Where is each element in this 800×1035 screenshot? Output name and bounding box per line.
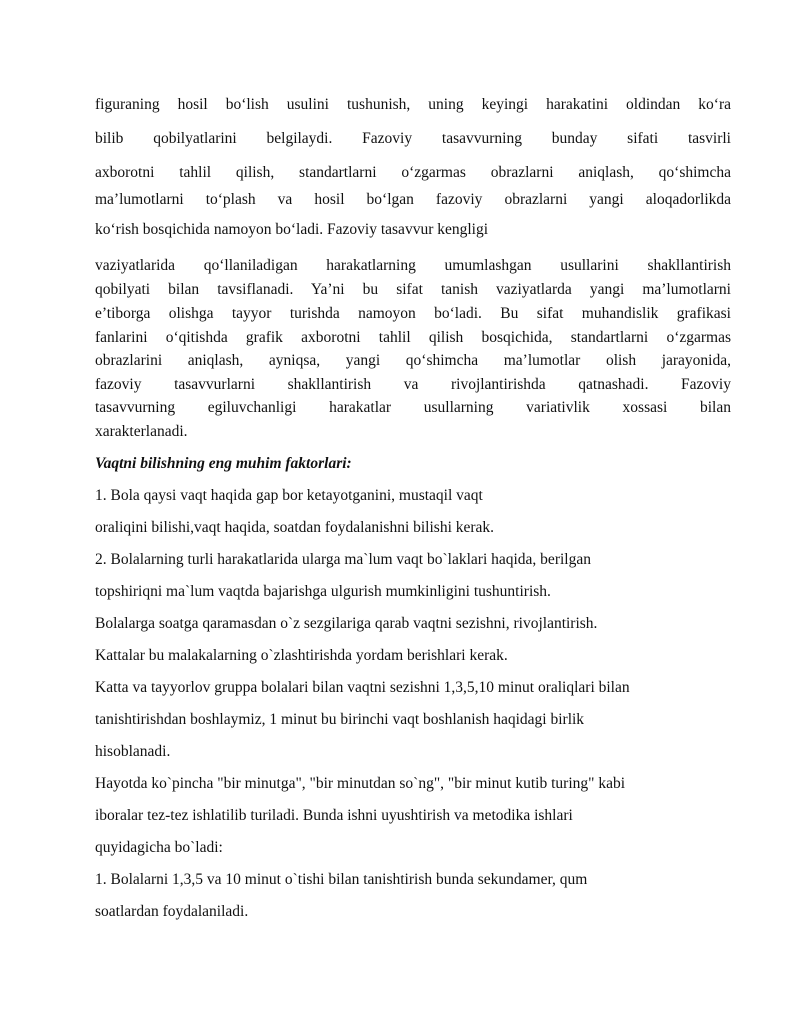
text-line: axborotni tahlil qilish, standartlarni o‘zgarmas obrazlarni aniqlash, qo‘shimcha [95, 164, 731, 181]
text-line: obrazlarini aniqlash, ayniqsa, yangi qo‘shimcha ma’lumotlar olish jarayonida, [95, 352, 731, 369]
text-line: iboralar tez-tez ishlatilib turiladi. Bunda ishni uyushtirish va metodika ishlari [95, 807, 573, 824]
text-line: e’tiborga olishga tayyor turishda namoyon bo‘ladi. Bu sifat muhandislik grafikasi [95, 305, 731, 322]
text-line: xarakterlanadi. [95, 423, 188, 440]
text-line: 1. Bola qaysi vaqt haqida gap bor ketayotganini, mustaqil vaqt [95, 487, 483, 504]
text-line: Katta va tayyorlov gruppa bolalari bilan vaqtni sezishni 1,3,5,10 minut oraliqlari bilan [95, 679, 630, 696]
text-line: 2. Bolalarning turli harakatlarida ularga ma`lum vaqt bo`laklari haqida, berilgan [95, 551, 591, 568]
text-line: bilib qobilyatlarini belgilaydi. Fazoviy tasavvurning bunday sifati tasvirli [95, 130, 731, 147]
text-line: oraliqini bilishi,vaqt haqida, soatdan foydalanishni bilishi kerak. [95, 519, 495, 536]
text-line: topshiriqni ma`lum vaqtda bajarishga ulgurish mumkinligini tushuntirish. [95, 583, 551, 600]
text-line: tasavvurning egiluvchanligi harakatlar usullarning variativlik xossasi bilan [95, 399, 731, 416]
text-line: ko‘rish bosqichida namoyon bo‘ladi. Fazoviy tasavvur kengligi [95, 221, 489, 238]
text-line: vaziyatlarida qo‘llaniladigan harakatlarning umumlashgan usullarini shakllantirish [95, 257, 731, 274]
text-line: ma’lumotlarni to‘plash va hosil bo‘lgan fazoviy obrazlarni yangi aloqadorlikda [95, 191, 731, 208]
text-line: soatlardan foydalaniladi. [95, 903, 249, 920]
text-line: Kattalar bu malakalarning o`zlashtirishda yordam berishlari kerak. [95, 647, 508, 664]
text-line: qobilyati bilan tavsiflanadi. Ya’ni bu sifat tanish vaziyatlarda yangi ma’lumotlarni [95, 281, 731, 298]
text-line: fanlarini o‘qitishda grafik axborotni tahlil qilish bosqichida, standartlarni o‘zgarmas [95, 329, 731, 346]
text-line: tanishtirishdan boshlaymiz, 1 minut bu birinchi vaqt boshlanish haqidagi birlik [95, 711, 585, 728]
text-line: hisoblanadi. [95, 743, 171, 760]
text-line: Bolalarga soatga qaramasdan o`z sezgilariga qarab vaqtni sezishni, rivojlantirish. [95, 615, 598, 632]
text-line: 1. Bolalarni 1,3,5 va 10 minut o`tishi bilan tanishtirish bunda sekundamer, qum [95, 871, 588, 888]
text-line: Hayotda ko`pincha "bir minutga", "bir minutdan so`ng", "bir minut kutib turing" kabi [95, 775, 626, 792]
section-heading: Vaqtni bilishning eng muhim faktorlari: [95, 455, 352, 472]
text-line: quyidagicha bo`ladi: [95, 839, 223, 856]
text-line: fazoviy tasavvurlarni shakllantirish va rivojlantirishda qatnashadi. Fazoviy [95, 376, 731, 393]
text-line: figuraning hosil bo‘lish usulini tushunish, uning keyingi harakatini oldindan ko‘ra [95, 96, 731, 113]
